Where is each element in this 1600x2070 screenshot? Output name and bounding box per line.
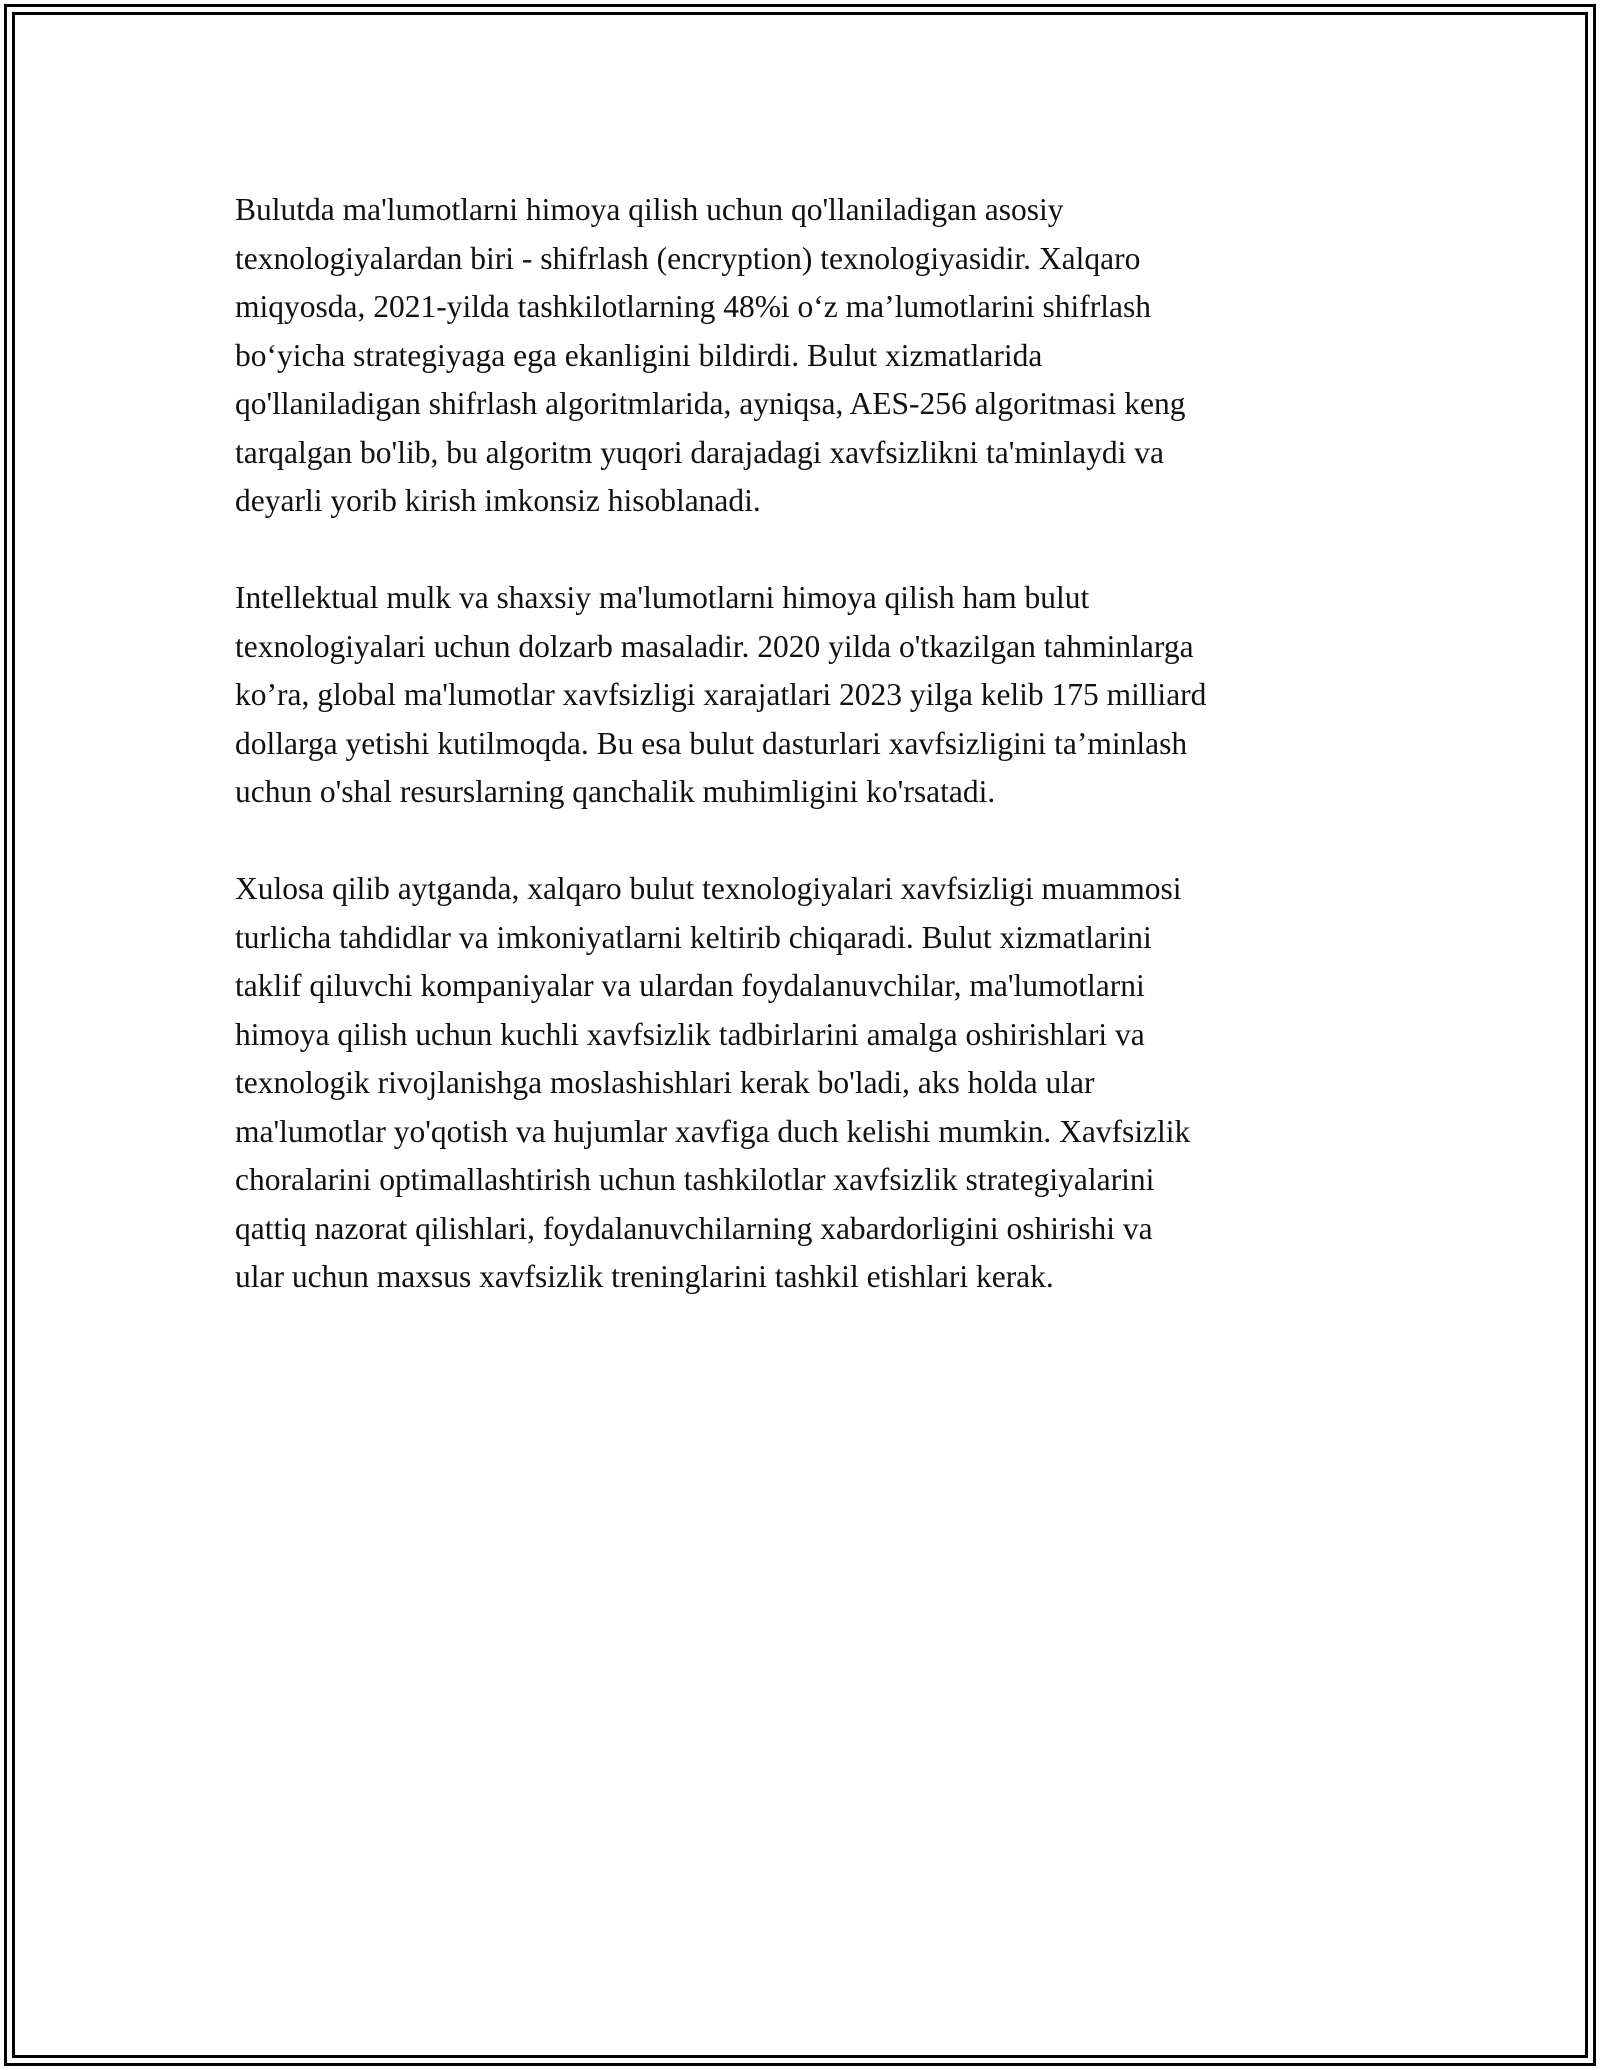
paragraph-line: texnologik rivojlanishga moslashishlari kerak bo'ladi, aks holda ular	[235, 1065, 1095, 1100]
paragraph-line: deyarli yorib kirish imkonsiz hisoblanadi.	[235, 483, 761, 518]
paragraph-line: ko’ra, global ma'lumotlar xavfsizligi xarajatlari 2023 yilga kelib 175 milliard	[235, 677, 1207, 712]
paragraph-line: qattiq nazorat qilishlari, foydalanuvchilarning xabardorligini oshirishi va	[235, 1210, 1153, 1246]
paragraph-1	[235, 186, 1395, 526]
paragraph-line: choralarini optimallashtirish uchun tashkilotlar xavfsizlik strategiyalarini	[235, 1162, 1155, 1197]
paragraph-line: turlicha tahdidlar va imkoniyatlarni keltirib chiqaradi. Bulut xizmatlarini	[235, 919, 1152, 955]
document-body	[235, 186, 1395, 1350]
paragraph-line: himoya qilish uchun kuchli xavfsizlik tadbirlarini amalga oshirishlari va	[235, 1016, 1145, 1052]
paragraph-2	[235, 574, 1395, 817]
paragraph-line: texnologiyalari uchun dolzarb masaladir. 2020 yilda o'tkazilgan tahminlarga	[235, 628, 1194, 664]
paragraph-line: bo‘yicha strategiyaga ega ekanligini bildirdi. Bulut xizmatlarida	[235, 337, 1043, 373]
paragraph-line: texnologiyalardan biri - shifrlash (encryption) texnologiyasidir. Xalqaro	[235, 240, 1141, 276]
paragraph-line: qo'llaniladigan shifrlash algoritmlarida, ayniqsa, AES-256 algoritmasi keng	[235, 386, 1186, 421]
paragraph-line: Intellektual mulk va shaxsiy ma'lumotlarni himoya qilish ham bulut	[235, 580, 1090, 615]
paragraph-line: ma'lumotlar yo'qotish va hujumlar xavfiga duch kelishi mumkin. Xavfsizlik	[235, 1113, 1191, 1149]
paragraph-line: miqyosda, 2021-yilda tashkilotlarning 48%i o‘z ma’lumotlarini shifrlash	[235, 289, 1151, 324]
paragraph-line: ular uchun maxsus xavfsizlik treninglarini tashkil etishlari kerak.	[235, 1259, 1054, 1294]
paragraph-line: taklif qiluvchi kompaniyalar va ulardan foydalanuvchilar, ma'lumotlarni	[235, 968, 1145, 1003]
paragraph-line: dollarga yetishi kutilmoqda. Bu esa bulut dasturlari xavfsizligini ta’minlash	[235, 725, 1188, 761]
paragraph-line: tarqalgan bo'lib, bu algoritm yuqori darajadagi xavfsizlikni ta'minlaydi va	[235, 434, 1164, 470]
paragraph-line: Xulosa qilib aytganda, xalqaro bulut texnologiyalari xavfsizligi muammosi	[235, 871, 1182, 906]
paragraph-3	[235, 865, 1395, 1302]
paragraph-line: uchun o'shal resurslarning qanchalik muhimligini ko'rsatadi.	[235, 774, 996, 809]
paragraph-line: Bulutda ma'lumotlarni himoya qilish uchun qo'llaniladigan asosiy	[235, 192, 1064, 227]
